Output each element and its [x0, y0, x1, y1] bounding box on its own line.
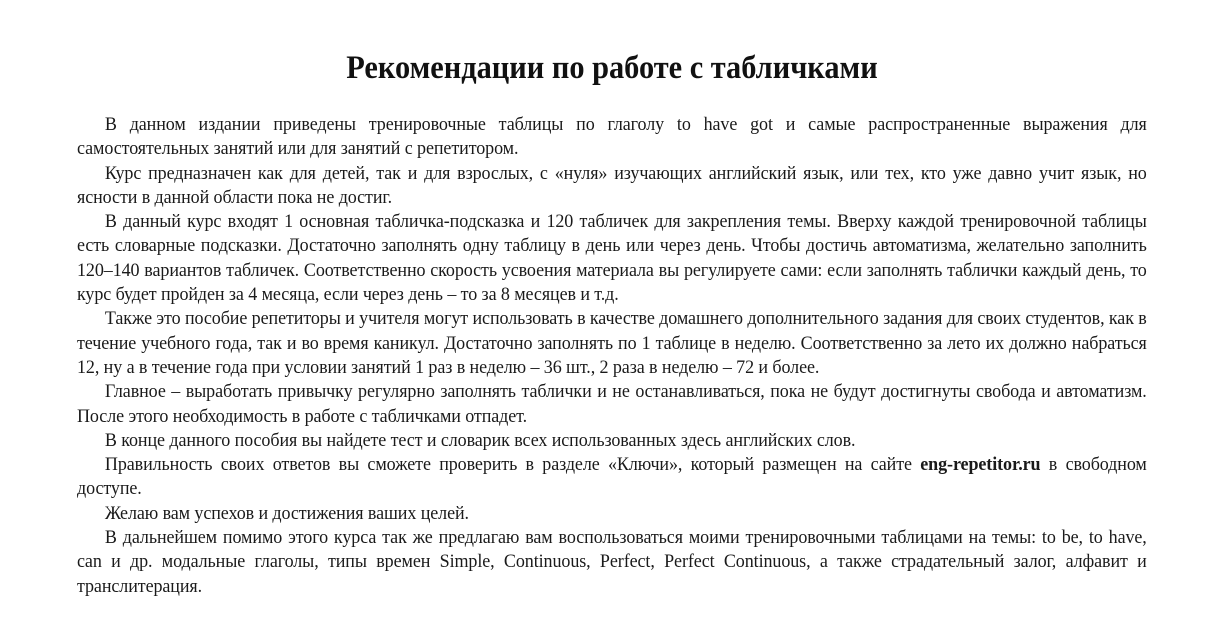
answers-text-start: Правильность своих ответов вы сможете проверить в разделе «Ключи», который размещен на сайте	[104, 454, 921, 476]
paragraph-other-tables: В дальнейшем помимо этого курса так же предлагаю вам воспользоваться моими тренировочными таблицами на темы: to be, to have, can и др. модальные глаголы, типы времен Simple, Continuous, Perfect, Perfect Continuous, а также страдательный залог, алфавит и транслитерация.	[77, 527, 1147, 597]
document-page	[77, 50, 1147, 599]
answers-text-end: в свободном доступе.	[77, 454, 1147, 500]
paragraph-test-dictionary: В конце данного пособия вы найдете тест и словарик всех использованных здесь английских слов.	[104, 429, 856, 451]
page-title: Рекомендации по работе с табличками	[346, 50, 878, 86]
paragraph-answers	[77, 453, 1147, 502]
paragraph-intro: В данном издании приведены тренировочные таблицы по глаголу to have got и самые распространенные выражения для самостоятельных занятий или для занятий с репетитором.	[77, 114, 1147, 160]
paragraph-tutors: Также это пособие репетиторы и учителя могут использовать в качестве домашнего дополнительного задания для своих студентов, как в течение учебного года, так и во время каникул. Достаточно заполнять по 1 таблице в неделю. Соответственно за лето их должно набраться 12, ну а в течение года при условии занятий 1 раз в неделю – 36 шт., 2 раза в неделю – 72 и более.	[77, 308, 1147, 378]
paragraph-habit: Главное – выработать привычку регулярно заполнять таблички и не останавливаться, пока не будут достигнуты свобода и автоматизм. После этого необходимость в работе с табличками отпадет.	[77, 381, 1147, 427]
website-link[interactable]: eng-repetitor.ru	[920, 454, 1041, 476]
paragraph-wishes: Желаю вам успехов и достижения ваших целей.	[104, 502, 469, 524]
paragraph-course-content: В данный курс входят 1 основная табличка-подсказка и 120 табличек для закрепления темы. Вверху каждой тренировочной таблицы есть словарные подсказки. Достаточно заполнять одну таблицу в день или через день. Чтобы достичь автоматизма, желательно заполнить 120–140 вариантов табличек. Соответственно скорость усвоения материала вы регулируете сами: если заполнять таблички каждый день, то курс будет пройден за 4 месяца, если через день – то за 8 месяцев и т.д.	[77, 211, 1147, 306]
paragraph-audience: Курс предназначен как для детей, так и для взрослых, с «нуля» изучающих английский язык, или тех, кто уже давно учит язык, но ясности в данной области пока не достиг.	[77, 162, 1147, 208]
body-text	[77, 113, 1147, 599]
